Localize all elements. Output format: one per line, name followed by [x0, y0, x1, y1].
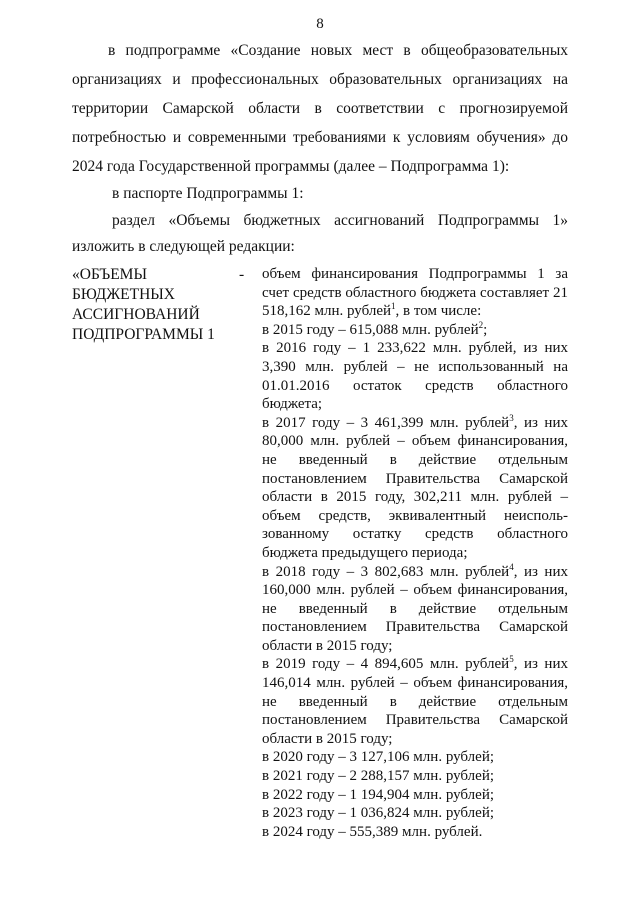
separator-dash: -	[239, 266, 245, 283]
financing-paragraph: в 2016 году – 1 233,622 млн. рублей, из них 3,390 млн. рублей – не использованный на 01.01.2016 остаток средств областного бюджета;	[262, 340, 568, 413]
section-label	[72, 265, 232, 345]
financing-paragraph: в 2018 году – 3 802,683 млн. рублей$^4$, из них 160,000 млн. рублей – объем финансирования, не введенный в действие отдельным постановлением Правительства Самарской области в 2015 году;	[262, 561, 568, 654]
section-label-line: БЮДЖЕТНЫХ	[72, 286, 175, 303]
financing-paragraph: в 2021 году – 2 288,157 млн. рублей;	[262, 768, 495, 785]
page-number: 8	[316, 16, 324, 32]
financing-paragraph: в 2024 году – 555,389 млн. рублей.	[262, 823, 483, 840]
intro-line: территории Самарской области в соответствии с прогнозируемой	[72, 100, 568, 117]
section-label-line: ПОДПРОГРАММЫ 1	[72, 326, 215, 343]
financing-details	[262, 265, 568, 841]
intro-line: раздел «Объемы бюджетных ассигнований Подпрограммы 1»	[112, 212, 568, 229]
financing-paragraph: в 2015 году – 615,088 млн. рублей$^2$;	[262, 319, 488, 338]
section-label-line: «ОБЪЕМЫ	[72, 266, 147, 283]
intro-line: 2024 года Государственной программы (далее – Подпрограмма 1):	[72, 158, 510, 175]
section-label-line: АССИГНОВАНИЙ	[72, 306, 200, 323]
intro-line: потребностью и современными требованиями к условиям обучения» до	[72, 129, 568, 146]
intro-line: изложить в следующей редакции:	[72, 238, 295, 255]
financing-paragraph: в 2020 году – 3 127,106 млн. рублей;	[262, 749, 495, 766]
financing-paragraph: в 2023 году – 1 036,824 млн. рублей;	[262, 805, 495, 822]
intro-line: организациях и профессиональных образовательных организациях на	[72, 71, 568, 88]
intro-line: в подпрограмме «Создание новых мест в общеобразовательных	[108, 42, 568, 59]
financing-paragraph: в 2019 году – 4 894,605 млн. рублей$^5$, из них 146,014 млн. рублей – объем финансирования, не введенный в действие отдельным постановлением Правительства Самарской области в 2015 году;	[262, 654, 568, 747]
financing-paragraph: объем финансирования Подпрограммы 1 за счет средств областного бюджета составляет 21 518,162 млн. рублей$^1$, в том числе:	[262, 266, 568, 320]
intro-line: в паспорте Подпрограммы 1:	[112, 185, 304, 202]
financing-paragraph: в 2022 году – 1 194,904 млн. рублей;	[262, 786, 495, 803]
financing-paragraph: в 2017 году – 3 461,399 млн. рублей$^3$, из них 80,000 млн. рублей – объем финансирования, не введенный в действие отдельным постановлением Правительства Самарской области в 2015 году, 302,211 млн. рублей – объем средств, эквивалентный неисполь-зованному остатку средств областного бюджета предыдущего периода;	[262, 412, 568, 561]
